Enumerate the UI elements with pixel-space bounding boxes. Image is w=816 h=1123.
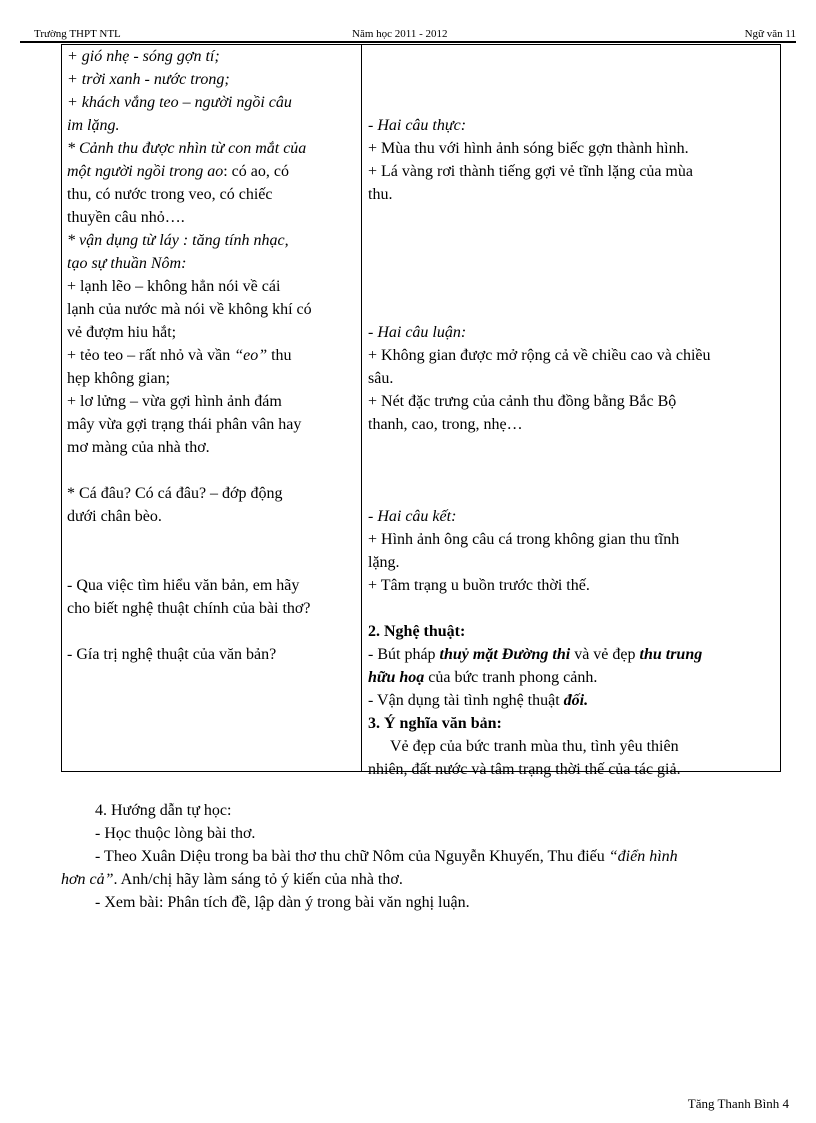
section-heading: 3. Ý nghĩa văn bản: [368,715,502,732]
left-line: + trời xanh - nước trong; [67,71,230,88]
spacer [368,206,776,229]
section-heading: - Hai câu kết: [368,508,457,525]
left-line [67,344,357,367]
left-text: thu [267,347,292,364]
right-text-emphasis: hữu hoạ [368,669,425,686]
spacer [368,45,776,68]
right-text: của bức tranh phong cảnh. [424,669,598,686]
spacer [67,551,357,574]
left-line [67,160,357,183]
column-divider [361,45,362,771]
left-line: mây vừa gợi trạng thái phân vân hay [67,416,302,433]
left-line: * Cá đâu? Có cá đâu? – đớp động [67,485,283,502]
left-line: mơ màng của nhà thơ. [67,439,210,456]
homework-text: . Anh/chị hãy làm sáng tỏ ý kiến của nhà thơ. [113,871,403,888]
right-line [368,689,776,712]
right-text: và vẻ đẹp [570,646,640,663]
right-line: Vẻ đẹp của bức tranh mùa thu, tình yêu thiên [390,738,679,755]
spacer [67,528,357,551]
spacer [368,68,776,91]
left-text-italic: một người ngồi trong ao [67,163,224,180]
header-school-year: Năm học 2011 - 2012 [352,28,448,40]
spacer [368,91,776,114]
spacer [368,229,776,252]
left-line: tạo sự thuần Nôm: [67,255,187,272]
spacer [368,597,776,620]
right-line: + Không gian được mở rộng cả về chiều cao và chiều [368,347,711,364]
left-line: thuyền câu nhỏ…. [67,209,185,226]
left-line: * Cảnh thu được nhìn từ con mắt của [67,140,307,157]
spacer [368,482,776,505]
left-line: * vận dụng từ láy : tăng tính nhạc, [67,232,289,249]
self-study-section [61,799,781,914]
right-line: thu. [368,186,393,203]
header-school: Trường THPT NTL [34,28,121,40]
left-line: dưới chân bèo. [67,508,162,525]
spacer [368,436,776,459]
left-text: : có ao, có [223,163,289,180]
homework-quote: hơn cả” [61,871,114,888]
homework-text: - Theo Xuân Diệu trong ba bài thơ thu chữ Nôm của Nguyễn Khuyến, Thu điếu [95,848,609,865]
spacer [368,275,776,298]
right-line: nhiên, đất nước và tâm trạng thời thế của tác giả. [368,761,681,778]
right-line: lặng. [368,554,400,571]
right-line [368,643,776,666]
left-line: + lơ lửng – vừa gợi hình ảnh đám [67,393,282,410]
homework-heading: 4. Hướng dẫn tự học: [95,802,232,819]
homework-line: - Học thuộc lòng bài thơ. [95,825,256,842]
right-line: + Mùa thu với hình ảnh sóng biếc gợn thành hình. [368,140,689,157]
right-line: thanh, cao, trong, nhẹ… [368,416,523,433]
right-column [368,45,776,781]
spacer [368,459,776,482]
right-line [368,666,776,689]
left-line: + lạnh lẽo – không hẳn nói về cái [67,278,281,295]
header-subject: Ngữ văn 11 [744,28,796,40]
spacer [67,620,357,643]
right-text: - Vận dụng tài tình nghệ thuật [368,692,564,709]
spacer [67,459,357,482]
left-line: cho biết nghệ thuật chính của bài thơ? [67,600,311,617]
header-rule [20,41,796,43]
homework-line [61,845,781,868]
left-text: + tẻo teo – rất nhỏ và vần [67,347,235,364]
right-line: sâu. [368,370,394,387]
homework-line [61,868,781,891]
right-line: + Nét đặc trưng của cảnh thu đồng bằng Bắc Bộ [368,393,677,410]
right-text: - Bút pháp [368,646,440,663]
page-header [20,26,796,42]
section-heading: - Hai câu thực: [368,117,467,134]
homework-line: - Xem bài: Phân tích đề, lập dàn ý trong bài văn nghị luận. [95,894,470,911]
left-text-italic: “eo” [234,347,268,364]
section-heading: - Hai câu luận: [368,324,467,341]
left-column [67,45,357,666]
left-line: + khách vắng teo – người ngồi câu [67,94,292,111]
homework-quote: “điển hình [608,848,678,865]
right-line: + Tâm trạng u buồn trước thời thế. [368,577,590,594]
left-line: - Qua việc tìm hiểu văn bản, em hãy [67,577,300,594]
page-footer: Tăng Thanh Bình 4 [687,1096,789,1111]
right-text-emphasis: thuỷ mặt Đường thi [439,646,571,663]
right-line: + Hình ảnh ông câu cá trong không gian thu tĩnh [368,531,680,548]
right-text-emphasis: thu trung [639,646,703,663]
right-line: + Lá vàng rơi thành tiếng gợi vẻ tĩnh lặng của mùa [368,163,693,180]
spacer [368,298,776,321]
left-line: vẻ đượm hiu hắt; [67,324,177,341]
left-line: + gió nhẹ - sóng gợn tí; [67,48,220,65]
section-heading: 2. Nghệ thuật: [368,623,466,640]
left-line: hẹp không gian; [67,370,171,387]
left-line: lạnh của nước mà nói về không khí có [67,301,312,318]
left-line: - Gía trị nghệ thuật của văn bản? [67,646,277,663]
lesson-table [61,44,781,778]
left-line: thu, có nước trong veo, có chiếc [67,186,273,203]
right-text-emphasis: đối. [563,692,589,709]
spacer [368,252,776,275]
left-line: im lặng. [67,117,120,134]
